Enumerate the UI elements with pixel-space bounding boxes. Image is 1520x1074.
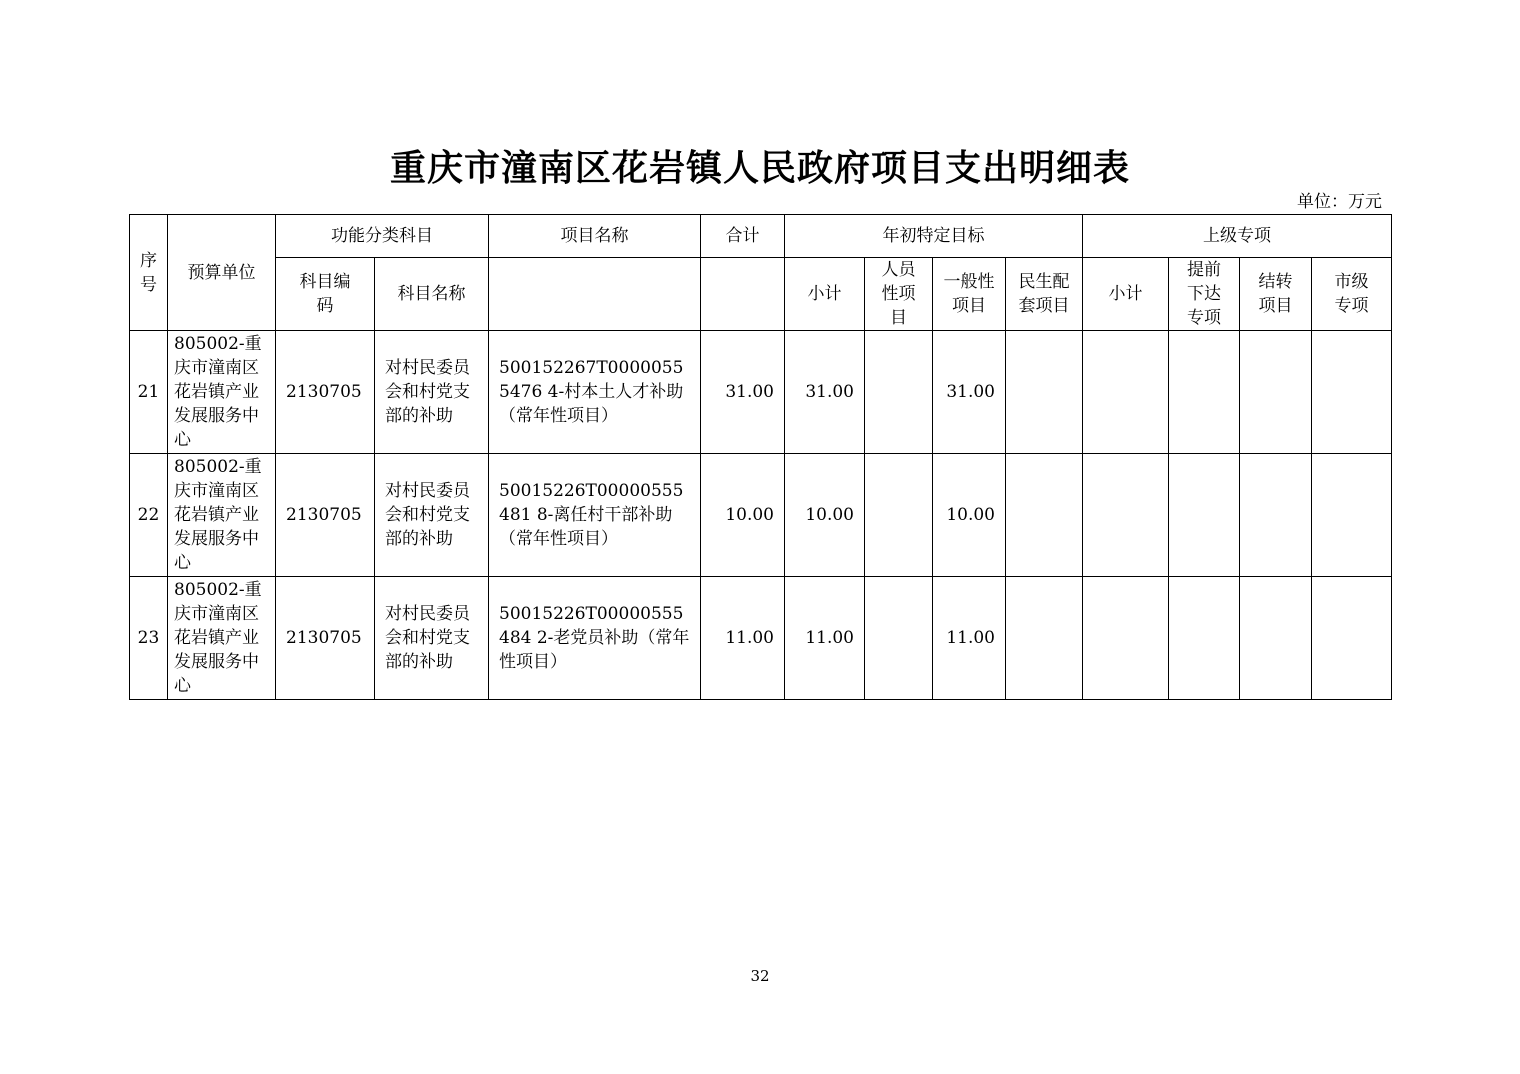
cell-seq: 23 <box>130 577 168 700</box>
cell-it-general: 10.00 <box>933 454 1006 577</box>
cell-subject-name: 对村民委员会和村党支部的补助 <box>375 331 489 454</box>
cell-ss-subtotal <box>1083 331 1169 454</box>
header-ss-city: 市级专项 <box>1312 258 1392 331</box>
header-subject-name: 科目名称 <box>375 258 489 331</box>
project-expenditure-table <box>129 214 1392 700</box>
cell-ss-carryover <box>1240 577 1312 700</box>
cell-seq: 22 <box>130 454 168 577</box>
header-total-blank <box>701 258 785 331</box>
cell-ss-city <box>1312 454 1392 577</box>
cell-it-subtotal: 10.00 <box>785 454 865 577</box>
header-ss-carryover: 结转项目 <box>1240 258 1312 331</box>
cell-it-personnel <box>865 577 933 700</box>
header-total: 合计 <box>701 215 785 258</box>
cell-ss-city <box>1312 331 1392 454</box>
cell-project-name: 50015226T00000555484 2-老党员补助（常年性项目） <box>489 577 701 700</box>
cell-it-livelihood <box>1006 577 1083 700</box>
cell-ss-advance <box>1169 454 1240 577</box>
cell-budget-unit: 805002-重庆市潼南区花岩镇产业发展服务中心 <box>168 331 276 454</box>
header-initial-target: 年初特定目标 <box>785 215 1083 258</box>
cell-project-name: 50015226T00000555481 8-离任村干部补助（常年性项目） <box>489 454 701 577</box>
cell-seq: 21 <box>130 331 168 454</box>
header-func-class: 功能分类科目 <box>276 215 489 258</box>
cell-it-subtotal: 11.00 <box>785 577 865 700</box>
header-it-personnel: 人员性项目 <box>865 258 933 331</box>
cell-subject-name: 对村民委员会和村党支部的补助 <box>375 577 489 700</box>
cell-ss-carryover <box>1240 454 1312 577</box>
cell-subject-name: 对村民委员会和村党支部的补助 <box>375 454 489 577</box>
table-row <box>130 331 1392 454</box>
table-row <box>130 454 1392 577</box>
header-ss-subtotal: 小计 <box>1083 258 1169 331</box>
header-project-name: 项目名称 <box>489 215 701 258</box>
cell-total: 31.00 <box>701 331 785 454</box>
header-project-name-blank <box>489 258 701 331</box>
header-row-2 <box>130 258 1392 331</box>
header-budget-unit: 预算单位 <box>168 215 276 331</box>
cell-subject-code: 2130705 <box>276 454 375 577</box>
cell-total: 10.00 <box>701 454 785 577</box>
cell-total: 11.00 <box>701 577 785 700</box>
header-seq: 序号 <box>130 215 168 331</box>
header-subject-code: 科目编码 <box>276 258 375 331</box>
cell-it-personnel <box>865 454 933 577</box>
page-number: 32 <box>750 967 770 985</box>
header-it-livelihood: 民生配套项目 <box>1006 258 1083 331</box>
cell-it-personnel <box>865 331 933 454</box>
cell-ss-city <box>1312 577 1392 700</box>
cell-it-livelihood <box>1006 331 1083 454</box>
header-it-general: 一般性项目 <box>933 258 1006 331</box>
cell-it-general: 11.00 <box>933 577 1006 700</box>
cell-it-livelihood <box>1006 454 1083 577</box>
header-row-1 <box>130 215 1392 258</box>
cell-ss-carryover <box>1240 331 1312 454</box>
cell-it-general: 31.00 <box>933 331 1006 454</box>
cell-subject-code: 2130705 <box>276 331 375 454</box>
cell-budget-unit: 805002-重庆市潼南区花岩镇产业发展服务中心 <box>168 577 276 700</box>
cell-ss-advance <box>1169 331 1240 454</box>
header-it-subtotal: 小计 <box>785 258 865 331</box>
cell-subject-code: 2130705 <box>276 577 375 700</box>
cell-project-name: 500152267T00000555476 4-村本土人才补助（常年性项目） <box>489 331 701 454</box>
cell-ss-advance <box>1169 577 1240 700</box>
unit-label: 单位：万元 <box>1297 192 1382 212</box>
header-superior-special: 上级专项 <box>1083 215 1392 258</box>
page-title: 重庆市潼南区花岩镇人民政府项目支出明细表 <box>389 147 1130 189</box>
cell-ss-subtotal <box>1083 577 1169 700</box>
header-ss-advance: 提前下达专项 <box>1169 258 1240 331</box>
cell-ss-subtotal <box>1083 454 1169 577</box>
table-row <box>130 577 1392 700</box>
cell-it-subtotal: 31.00 <box>785 331 865 454</box>
cell-budget-unit: 805002-重庆市潼南区花岩镇产业发展服务中心 <box>168 454 276 577</box>
